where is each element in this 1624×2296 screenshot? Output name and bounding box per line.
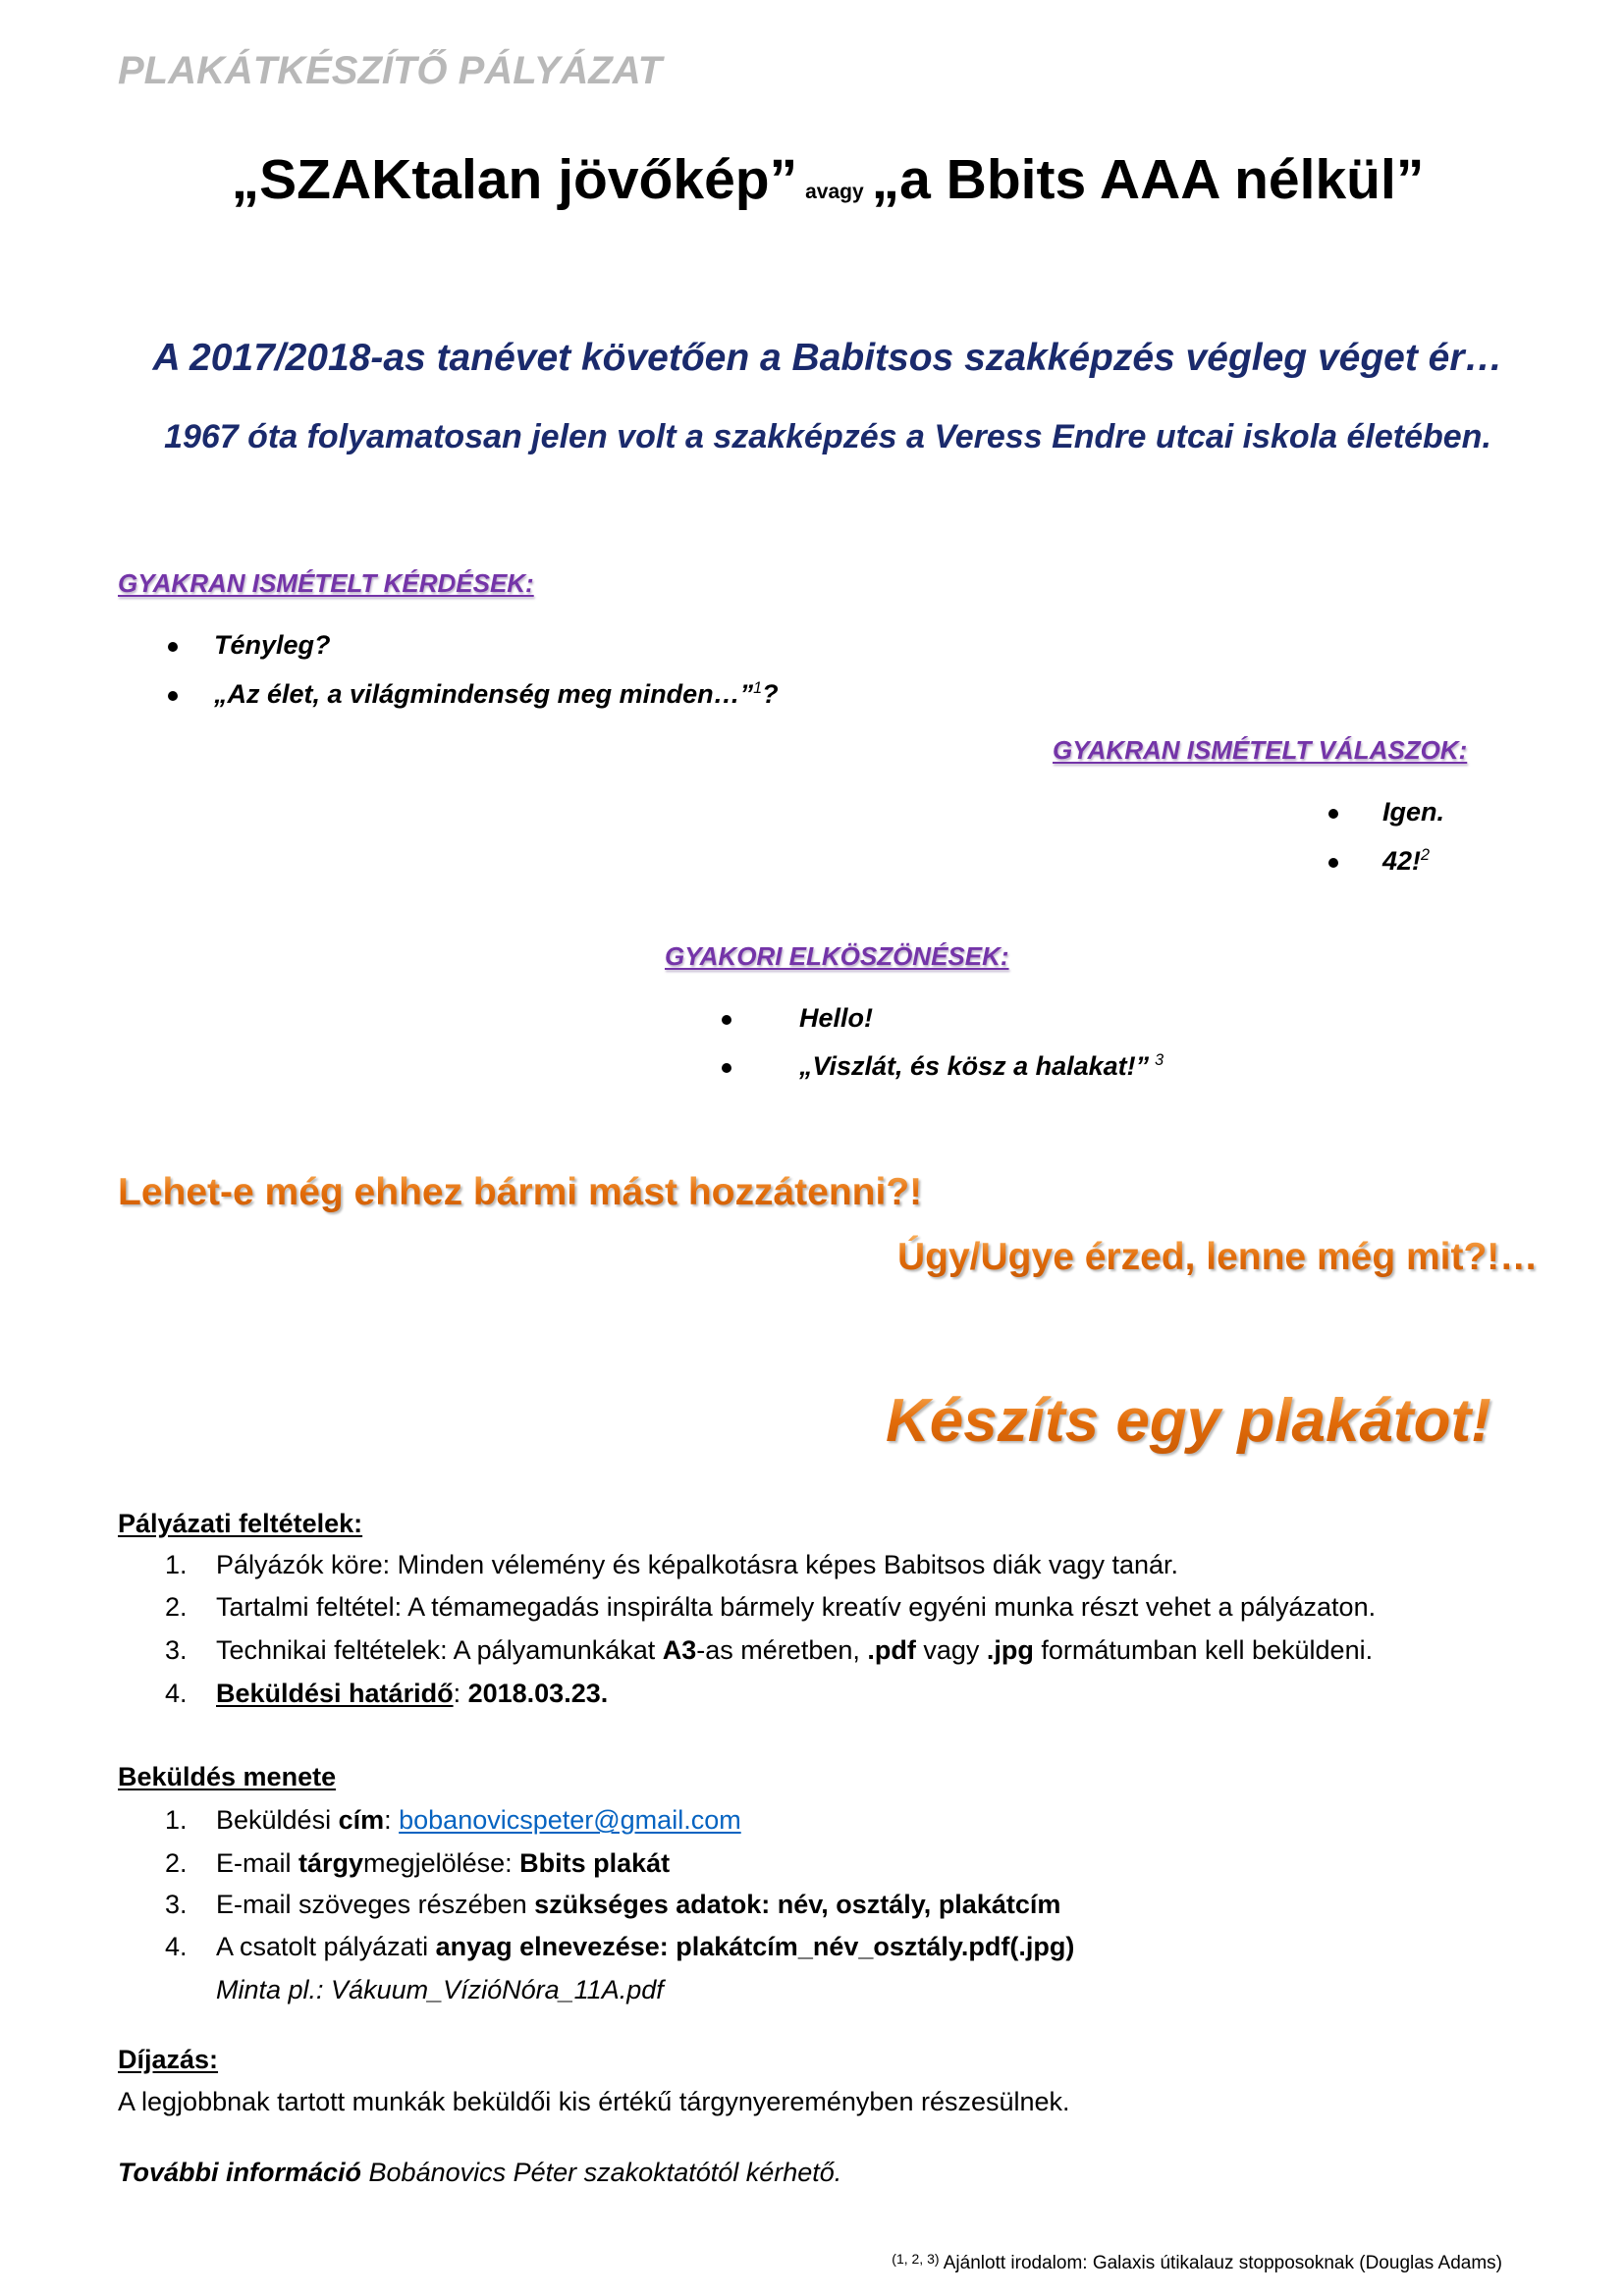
paper-format: A3: [662, 1635, 697, 1665]
condition-item: [165, 1587, 1376, 1627]
faq-answers-heading: GYAKRAN ISMÉTELT VÁLASZOK:: [1053, 735, 1468, 765]
submission-item: [165, 1800, 741, 1840]
poster-title: [134, 145, 1522, 227]
item-key: tárgy: [298, 1848, 364, 1878]
item-text: :: [453, 1679, 468, 1708]
farewell-item: [722, 1000, 873, 1036]
item-suffix: ?: [762, 679, 779, 709]
faq-questions-heading: GYAKRAN ISMÉTELT KÉRDÉSEK:: [118, 568, 534, 598]
item-text: :: [384, 1805, 400, 1835]
item-text: A csatolt pályázati: [216, 1932, 436, 1961]
item-number: 4.: [165, 1932, 188, 1961]
item-value: szükséges adatok: név, osztály, plakátcím: [534, 1890, 1061, 1919]
item-number: 3.: [165, 1890, 188, 1919]
info-lead: További információ: [118, 2158, 362, 2187]
faq-answer-item: [1328, 843, 1430, 879]
item-text: megjelölése:: [363, 1848, 520, 1878]
item-value: Bbits plakát: [519, 1848, 671, 1878]
footnote: [892, 2246, 1502, 2276]
item-text: formátumban kell beküldeni.: [1033, 1635, 1374, 1665]
prompt-line-2: Úgy/Ugye érzed, lenne még mit?!…: [890, 1234, 1545, 1281]
bullet-marker: [168, 642, 178, 652]
prize-text: A legjobbnak tartott munkák beküldői kis értékű tárgynyereményben részesülnek.: [118, 2087, 1070, 2116]
footnote-text: Ajánlott irodalom: Galaxis útikalauz stopposoknak (Douglas Adams): [939, 2253, 1502, 2273]
footnote-ref: 3: [1155, 1051, 1164, 1069]
item-text: Tényleg?: [214, 630, 331, 660]
farewell-item: [722, 1048, 1164, 1084]
bullet-marker: [1328, 809, 1338, 819]
prize-heading: Díjazás:: [118, 2045, 219, 2074]
title-part-2: „a Bbits AAA nélkül”: [871, 148, 1425, 211]
item-number: 2.: [165, 1848, 188, 1878]
bullet-marker: [168, 691, 178, 701]
item-text: Pályázók köre: Minden vélemény és képalkotásra képes Babitsos diák vagy tanár.: [216, 1550, 1179, 1579]
item-text: Beküldési: [216, 1805, 339, 1835]
faq-answer-item: [1328, 794, 1444, 829]
prompt-line-1: Lehet-e még ehhez bármi mást hozzátenni?!: [110, 1169, 930, 1216]
faq-question-item: [168, 627, 331, 663]
item-value: anyag elnevezése: plakátcím_név_osztály.pdf(.jpg): [435, 1932, 1075, 1961]
example-filename: Minta pl.: Vákuum_VízióNóra_11A.pdf: [216, 1975, 664, 2004]
item-text: E-mail szöveges részében: [216, 1890, 535, 1919]
item-text: „Viszlát, és kösz a halakat!”: [799, 1051, 1150, 1081]
item-number: 1.: [165, 1805, 188, 1835]
item-text: Technikai feltételek: A pályamunkákat: [216, 1635, 663, 1665]
item-text: 42!: [1382, 846, 1422, 876]
faq-question-item: [168, 676, 779, 712]
item-text: vagy: [915, 1635, 987, 1665]
item-text: „Az élet, a világmindenség meg minden…”: [214, 679, 754, 709]
item-number: 2.: [165, 1592, 188, 1622]
deadline-label: Beküldési határidő: [216, 1679, 454, 1708]
intro-line-2: 1967 óta folyamatosan jelen volt a szakképzés a Veress Endre utcai iskola életében.: [164, 418, 1491, 455]
title-connector: avagy: [805, 181, 864, 203]
footnote-refs: (1, 2, 3): [892, 2251, 940, 2267]
condition-item: [165, 1630, 1373, 1670]
submission-heading: Beküldés menete: [118, 1762, 337, 1791]
submission-item: [165, 1927, 1074, 1966]
file-format: .jpg: [986, 1635, 1034, 1665]
item-number: 3.: [165, 1635, 188, 1665]
conditions-heading: Pályázati feltételek:: [118, 1509, 363, 1538]
bullet-marker: [722, 1015, 731, 1025]
condition-item: [165, 1674, 608, 1713]
bullet-marker: [722, 1063, 731, 1073]
item-text: -as méretben,: [696, 1635, 868, 1665]
item-number: 4.: [165, 1679, 188, 1708]
item-key: cím: [338, 1805, 385, 1835]
bullet-marker: [1328, 858, 1338, 868]
farewells-heading: GYAKORI ELKÖSZÖNÉSEK:: [665, 941, 1009, 971]
file-format: .pdf: [867, 1635, 916, 1665]
submission-item: [165, 1885, 1060, 1924]
deadline-date: 2018.03.23.: [467, 1679, 609, 1708]
condition-item: [165, 1545, 1178, 1584]
intro-line-1: A 2017/2018-as tanévet követően a Babitsos szakképzés végleg véget ér…: [152, 337, 1503, 379]
item-text: E-mail: [216, 1848, 299, 1878]
info-line: [118, 2153, 841, 2192]
email-link[interactable]: bobanovicspeter@gmail.com: [399, 1805, 741, 1835]
item-number: 1.: [165, 1550, 188, 1579]
footnote-ref: 2: [1421, 846, 1431, 864]
item-text: Hello!: [799, 1003, 874, 1033]
info-text: Bobánovics Péter szakoktatótól kérhető.: [361, 2158, 842, 2187]
title-part-1: „SZAKtalan jövőkép”: [231, 148, 798, 211]
footnote-ref: 1: [753, 679, 763, 697]
submission-item: [165, 1843, 670, 1883]
item-text: Tartalmi feltétel: A témamegadás inspirálta bármely kreatív egyéni munka részt vehet a pályázaton.: [216, 1592, 1377, 1622]
competition-label: PLAKÁTKÉSZÍTŐ PÁLYÁZAT: [118, 49, 663, 92]
item-text: Igen.: [1382, 797, 1445, 827]
call-to-action: Készíts egy plakátot!: [872, 1385, 1505, 1458]
